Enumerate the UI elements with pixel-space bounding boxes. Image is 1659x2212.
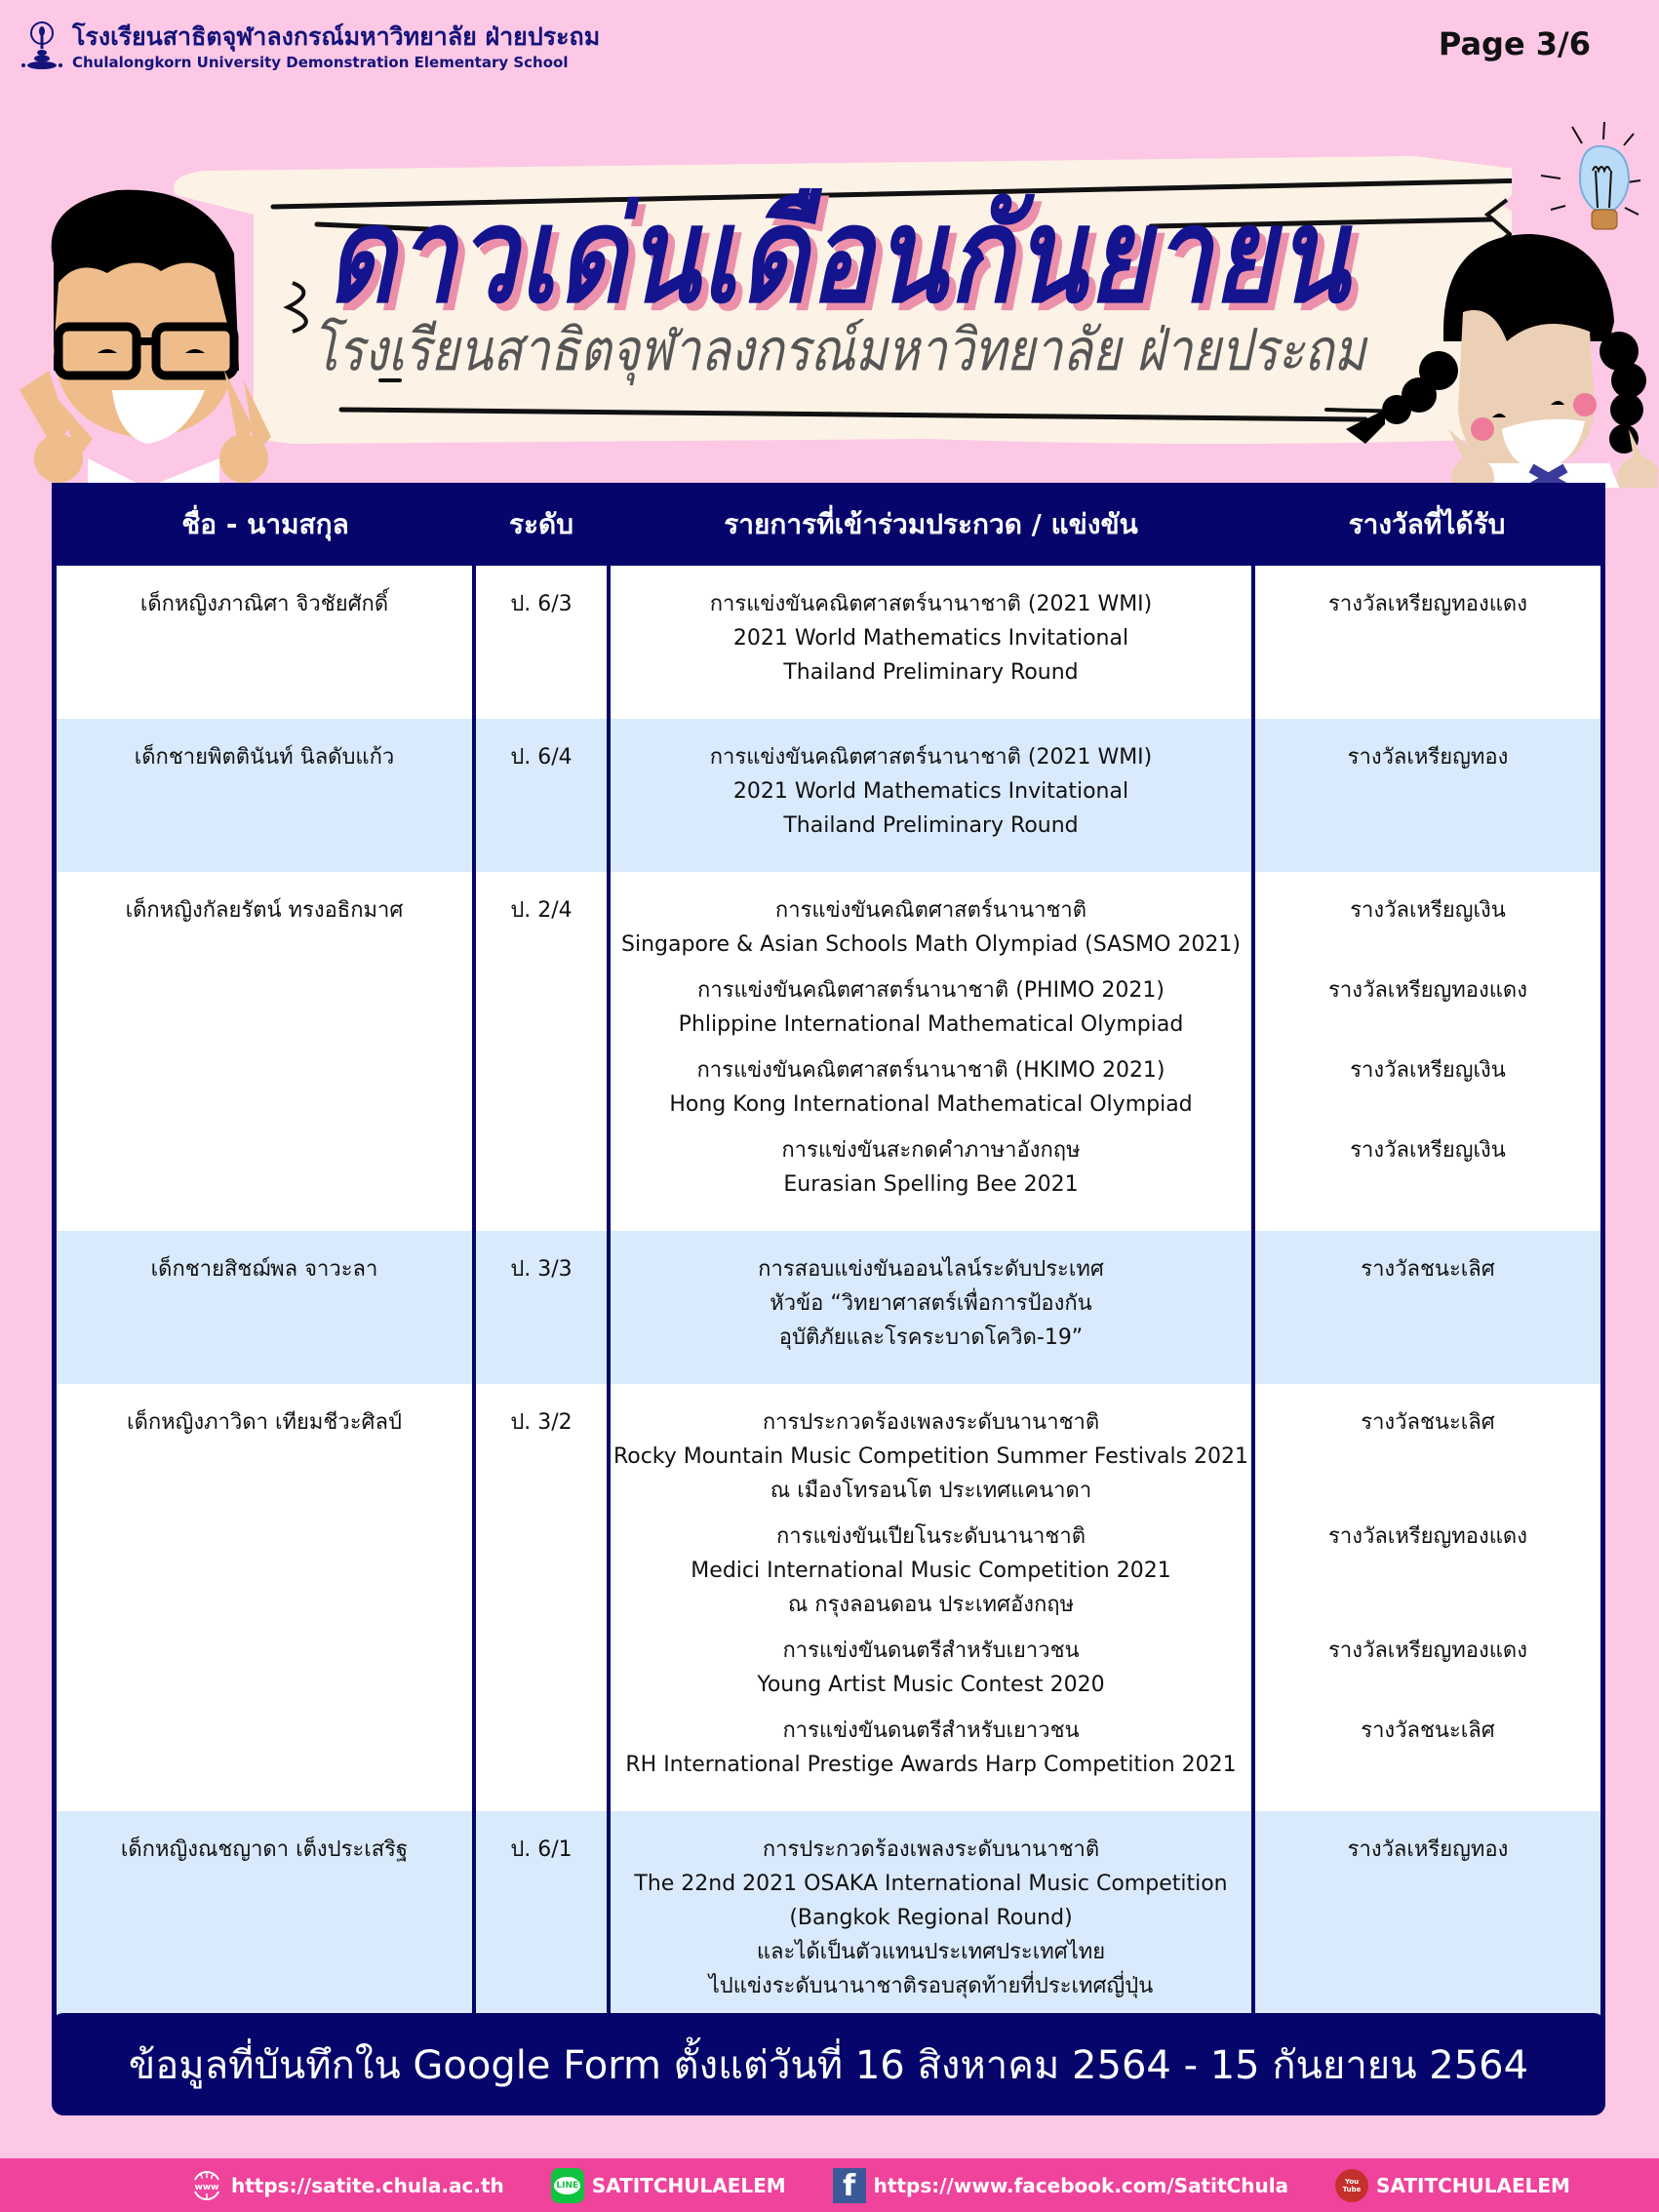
competition-line: The 22nd 2021 OSAKA International Music Competition [634, 1872, 1228, 1896]
table-row [57, 872, 1600, 1231]
table-row [57, 1384, 1600, 1811]
competition-cell [609, 1231, 1253, 1384]
grade-level: ป. 6/1 [474, 1811, 609, 2033]
competition-entry [611, 1133, 1251, 1202]
competition-line: หัวข้อ “วิทยาศาสตร์เพื่อการป้องกัน [770, 1291, 1092, 1316]
competition-line: 2021 World Mathematics Invitational [732, 779, 1129, 804]
header-level: ระดับ [474, 483, 609, 566]
competition-line: ไปแข่งระดับนานาชาติรอบสุดท้ายที่ประเทศญี่ปุ่น [708, 1974, 1154, 1998]
competition-line: การประกวดร้องเพลงระดับนานาชาติ [762, 1410, 1100, 1435]
award-label: รางวัลเหรียญทอง [1347, 745, 1509, 770]
award-label: รางวัลชนะเลิศ [1361, 1410, 1495, 1435]
title-banner [146, 117, 1512, 468]
table-header-row [57, 483, 1600, 566]
facebook-icon-text: f [843, 2168, 856, 2203]
facebook-icon [833, 2168, 866, 2203]
award-label: รางวัลเหรียญเงิน [1350, 1058, 1506, 1083]
youtube-icon-text: You Tube [1342, 2177, 1362, 2193]
table-row [57, 719, 1600, 872]
data-period-note [52, 2013, 1605, 2115]
contact-bar [0, 2158, 1659, 2212]
award-label: รางวัลเหรียญทอง [1347, 1837, 1509, 1862]
girl-cartoon-icon [1346, 205, 1658, 488]
youtube-icon [1335, 2169, 1368, 2202]
competition-line: การแข่งขันคณิตศาสตร์นานาชาติ (HKIMO 2021) [696, 1058, 1165, 1083]
award-cell [1253, 1231, 1600, 1384]
competition-line: การแข่งขันคณิตศาสตร์นานาชาติ (PHIMO 2021) [697, 978, 1165, 1003]
competition-line: ณ กรุงลอนดอน ประเทศอังกฤษ [787, 1593, 1075, 1617]
header-award: รางวัลที่ได้รับ [1253, 483, 1600, 566]
www-icon [190, 2168, 223, 2203]
competition-cell [609, 566, 1253, 719]
contact-website-label: https://satite.chula.ac.th [231, 2173, 504, 2197]
line-icon [551, 2168, 584, 2203]
header-competition: รายการที่เข้าร่วมประกวด / แข่งขัน [609, 483, 1253, 566]
award-label: รางวัลเหรียญทองแดง [1328, 978, 1527, 1003]
contact-facebook-label: https://www.facebook.com/SatitChula [873, 2173, 1289, 2197]
contact-facebook[interactable] [833, 2168, 1288, 2203]
contact-youtube-label: SATITCHULAELEM [1376, 2173, 1570, 2197]
competition-line: Phlippine International Mathematical Olympiad [678, 1012, 1184, 1037]
svg-text:www: www [194, 2182, 219, 2192]
competition-entry [611, 973, 1251, 1042]
competition-line: การแข่งขันดนตรีสำหรับเยาวชน [782, 1639, 1080, 1663]
competition-cell [609, 872, 1253, 1231]
competition-line: 2021 World Mathematics Invitational [732, 626, 1129, 651]
competition-line: การประกวดร้องเพลงระดับนานาชาติ [762, 1837, 1100, 1862]
competition-entry [611, 1405, 1251, 1508]
award-label: รางวัลเหรียญทองแดง [1328, 592, 1527, 616]
line-icon-text: LINE [554, 2177, 580, 2194]
table-row [57, 1811, 1600, 2033]
page-indicator: Page 3/6 [1438, 25, 1591, 62]
award-label: รางวัลเหรียญทองแดง [1328, 1524, 1527, 1549]
competition-line: การแข่งขันเปียโนระดับนานาชาติ [775, 1524, 1086, 1549]
award-label: รางวัลชนะเลิศ [1361, 1257, 1495, 1282]
competition-line: Singapore & Asian Schools Math Olympiad (SASMO 2021) [621, 932, 1241, 957]
competition-line: Eurasian Spelling Bee 2021 [783, 1172, 1079, 1197]
competition-entry [611, 1634, 1251, 1702]
competition-line: ณ เมืองโทรอนโต ประเทศแคนาดา [770, 1479, 1092, 1503]
award-cell [1253, 872, 1600, 1231]
competition-line: และได้เป็นตัวแทนประเทศประเทศไทย [756, 1940, 1106, 1964]
competition-entry [611, 1252, 1251, 1355]
grade-level: ป. 2/4 [474, 872, 609, 1231]
competition-line: Young Artist Music Contest 2020 [757, 1673, 1105, 1697]
awards-table [52, 483, 1605, 2037]
boy-cartoon-icon [0, 176, 283, 483]
award-cell [1253, 1811, 1600, 2033]
competition-entry [611, 1714, 1251, 1782]
banner-title: ดาวเด่นเดือนกันยายน [326, 179, 1352, 333]
competition-cell [609, 1384, 1253, 1811]
grade-level: ป. 6/4 [474, 719, 609, 872]
award-cell [1253, 566, 1600, 719]
competition-line: การแข่งขันสะกดคำภาษาอังกฤษ [781, 1138, 1081, 1163]
student-name: เด็กชายพิตตินันท์ นิลดับแก้ว [57, 719, 474, 872]
competition-line: การแข่งขันคณิตศาสตร์นานาชาติ (2021 WMI) [709, 592, 1153, 616]
award-label: รางวัลชนะเลิศ [1361, 1718, 1495, 1743]
competition-line: การแข่งขันคณิตศาสตร์นานาชาติ (2021 WMI) [709, 745, 1153, 770]
competition-cell [609, 719, 1253, 872]
competition-line: การสอบแข่งขันออนไลน์ระดับประเทศ [758, 1257, 1104, 1282]
contact-line-label: SATITCHULAELEM [591, 2173, 786, 2197]
competition-line: Thailand Preliminary Round [783, 813, 1079, 838]
contact-line[interactable] [551, 2168, 786, 2203]
competition-line: การแข่งขันดนตรีสำหรับเยาวชน [782, 1718, 1080, 1743]
award-label: รางวัลเหรียญทองแดง [1328, 1639, 1527, 1663]
data-period-text: ข้อมูลที่บันทึกใน Google Form ตั้งแต่วันที่ 16 สิงหาคม 2564 - 15 กันยายน 2564 [128, 2042, 1529, 2088]
competition-line: Hong Kong International Mathematical Olympiad [669, 1092, 1193, 1117]
student-name: เด็กชายสิชฌ์พล จาวะลา [57, 1231, 474, 1384]
table-row [57, 1231, 1600, 1384]
header-name: ชื่อ - นามสกุล [57, 483, 474, 566]
student-name: เด็กหญิงกัลยรัตน์ ทรงอธิกมาศ [57, 872, 474, 1231]
contact-website[interactable] [190, 2168, 504, 2203]
school-header [21, 20, 600, 74]
grade-level: ป. 6/3 [474, 566, 609, 719]
award-cell [1253, 719, 1600, 872]
school-emblem-icon [21, 20, 62, 74]
competition-entry [611, 1520, 1251, 1622]
award-cell [1253, 1384, 1600, 1811]
grade-level: ป. 3/3 [474, 1231, 609, 1384]
award-label: รางวัลเหรียญเงิน [1350, 898, 1506, 923]
banner-subtitle: โรงเรียนสาธิตจุฬาลงกรณ์มหาวิทยาลัย ฝ่ายประถม [311, 316, 1366, 384]
competition-cell [609, 1811, 1253, 2033]
competition-line: (Bangkok Regional Round) [789, 1906, 1073, 1930]
competition-entry [611, 893, 1251, 962]
school-name-thai: โรงเรียนสาธิตจุฬาลงกรณ์มหาวิทยาลัย ฝ่ายประถม [72, 22, 601, 51]
student-name: เด็กหญิงณชญาดา เต็งประเสริฐ [57, 1811, 474, 2033]
student-name: เด็กหญิงภาณิศา จิวชัยศักดิ์ [57, 566, 474, 719]
competition-line: Thailand Preliminary Round [783, 660, 1079, 685]
competition-line: การแข่งขันคณิตศาสตร์นานาชาติ [774, 898, 1087, 923]
grade-level: ป. 3/2 [474, 1384, 609, 1811]
competition-entry [611, 587, 1251, 690]
competition-entry [611, 1053, 1251, 1122]
student-name: เด็กหญิงภาวิดา เทียมชีวะศิลป์ [57, 1384, 474, 1811]
school-name-english: Chulalongkorn University Demonstration Elementary School [72, 54, 569, 71]
competition-line: Rocky Mountain Music Competition Summer Festivals 2021 [612, 1444, 1249, 1469]
competition-line: RH International Prestige Awards Harp Competition 2021 [625, 1753, 1237, 1777]
competition-line: Medici International Music Competition 2021 [691, 1559, 1171, 1583]
competition-entry [611, 1833, 1251, 2003]
competition-line: อุบัติภัยและโรคระบาดโควิด-19” [778, 1325, 1084, 1350]
award-label: รางวัลเหรียญเงิน [1350, 1138, 1506, 1163]
table-row [57, 566, 1600, 719]
competition-entry [611, 740, 1251, 843]
contact-youtube[interactable] [1335, 2169, 1570, 2202]
